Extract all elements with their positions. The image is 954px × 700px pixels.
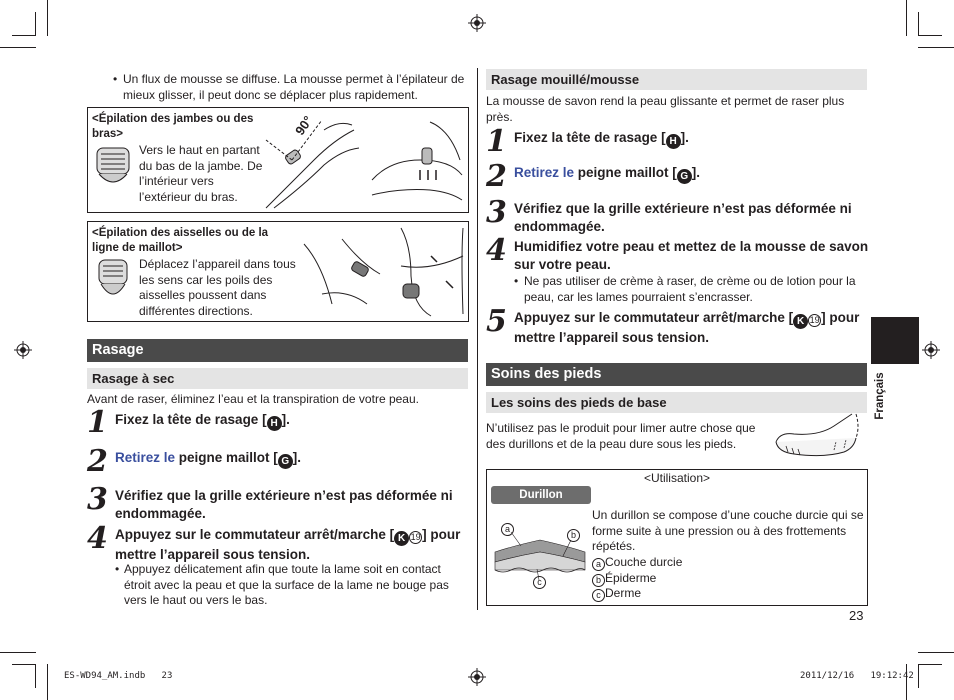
legs-arms-box [87,107,469,213]
left-step-2: Retirez le peigne maillot [ G ]. [115,450,302,467]
usage-box [486,469,868,606]
right-step-2: Retirez le peigne maillot [ G ]. [514,165,701,182]
language-tab [871,317,919,364]
left-step-4-note: • Appuyez délicatement afin que toute la lame soit en contact étroit avec la peau et que la surface de la lame ne bouge pas vers le haut ou vers le bas. [115,562,449,607]
marker-a-icon: a [592,558,605,571]
crop-mark [47,0,48,36]
legend-a: a Couche durcie [592,555,682,571]
step-number: 2 [486,159,507,194]
registration-mark-icon [468,668,486,686]
armpit-epilation-illustration [302,234,384,318]
callus-label: Durillon [491,486,591,504]
legend-b: b Épiderme [592,571,656,587]
armpit-box-title: <Épilation des aisselles ou de la ligne de maillot> [92,227,269,254]
marker-c: c [533,576,546,589]
part-g-icon: G [278,454,293,469]
left-step-1: Fixez la tête de rasage [ H ]. [115,412,290,429]
crop-mark [0,652,36,653]
subsection-title-wet: Rasage mouillé/mousse [486,69,867,90]
crop-mark [35,12,36,36]
step-number: 4 [486,233,507,268]
right-step-4: Humidifiez votre peau et mettez de la mousse de savon sur votre peau. [514,239,869,272]
crop-mark [918,664,942,665]
part-k-icon: K [394,531,409,546]
crop-mark [906,664,907,700]
crop-mark [918,12,919,36]
usage-box-title: <Utilisation> [643,471,711,485]
column-divider [477,68,478,610]
footer-timestamp: 2011/12/16 19:12:42 [800,671,914,681]
angle-label: 90° [292,113,316,138]
epilator-head-icon [93,146,133,188]
armpit-bikini-box [87,221,469,322]
section-title-rasage: Rasage [87,339,468,362]
registration-mark-icon [922,341,940,359]
part-number-icon: 19 [410,532,421,542]
page-number: 23 [849,608,864,623]
armpit-box-text: Déplacez l’appareil dans tous les sens car les poils des aisselles poussent dans différentes directions. [139,257,296,318]
right-step-4-note: • Ne pas utiliser de crème à raser, de crème ou de lotion pour la peau, car les lames pourraient s’encrasser. [514,274,856,304]
part-number-icon: 19 [809,315,820,325]
intro-bullet: • Un flux de mousse se diffuse. La mousse permet à l’épilateur de mieux glisser, il peut donc se déplacer plus rapidement. [113,72,465,102]
marker-b-icon: b [592,574,605,587]
legend-c: c Derme [592,586,641,602]
crop-mark [918,47,954,48]
step-number: 2 [87,444,108,479]
registration-mark-icon [14,341,32,359]
step-number: 3 [87,482,108,517]
part-g-icon: G [677,169,692,184]
subsection-title-dry: Rasage à sec [87,368,468,389]
part-h-icon: H [666,134,681,149]
right-step-3: Vérifiez que la grille extérieure n’est pas déformée ni endommagée. [514,201,852,234]
step-number: 4 [87,521,108,556]
crop-mark [47,664,48,700]
leg-epilation-illustration [264,110,364,210]
right-step-1: Fixez la tête de rasage [ H ]. [514,130,689,147]
registration-mark-icon [468,14,486,32]
footer-file-info: ES-WD94_AM.indb 23 [64,671,173,681]
marker-a: a [501,523,514,536]
step-number: 1 [486,124,507,159]
left-step-3: Vérifiez que la grille extérieure n’est pas déformée ni endommagée. [115,488,453,521]
crop-mark [918,652,954,653]
foot-illustration [774,412,862,460]
section-title-feet: Soins des pieds [486,363,867,386]
arm-epilation-illustration [370,120,466,208]
legs-box-title: <Épilation des jambes ou des bras> [92,113,254,140]
subsection-title-feet: Les soins des pieds de base [486,392,867,413]
crop-mark [12,35,36,36]
dry-shave-intro: Avant de raser, éliminez l’eau et la transpiration de votre peau. [87,392,419,406]
crop-mark [918,35,942,36]
crop-mark [35,664,36,688]
part-k-icon: K [793,314,808,329]
bikini-epilation-illustration [391,226,465,318]
legs-box-text: Vers le haut en partant du bas de la jambe. De l’intérieur vers l’extérieur du bras. [139,143,263,204]
step-number: 5 [486,304,507,339]
crop-mark [918,664,919,688]
crop-mark [906,0,907,36]
language-label: Français [874,372,886,420]
left-step-4: Appuyez sur le commutateur arrêt/marche [ K 19 ] pour mettre l’appareil sous tension. [115,527,461,562]
right-step-5: Appuyez sur le commutateur arrêt/marche [ K 19 ] pour mettre l’appareil sous tension. [514,310,860,345]
marker-c-icon: c [592,589,605,602]
step-number: 3 [486,195,507,230]
wet-shave-intro: La mousse de savon rend la peau glissante et permet de raser plus près. [486,94,845,124]
step-number: 1 [87,405,108,440]
epilator-head-icon [96,258,130,302]
crop-mark [0,47,36,48]
part-h-icon: H [267,416,282,431]
marker-b: b [567,529,580,542]
callus-description: Un durillon se compose d’une couche durcie qui se forme suite à une pression ou à des frottements répétés. [592,508,864,553]
crop-mark [12,664,36,665]
feet-intro: N’utilisez pas le produit pour limer autre chose que des durillons et de la peau dure sous les pieds. [486,421,756,451]
